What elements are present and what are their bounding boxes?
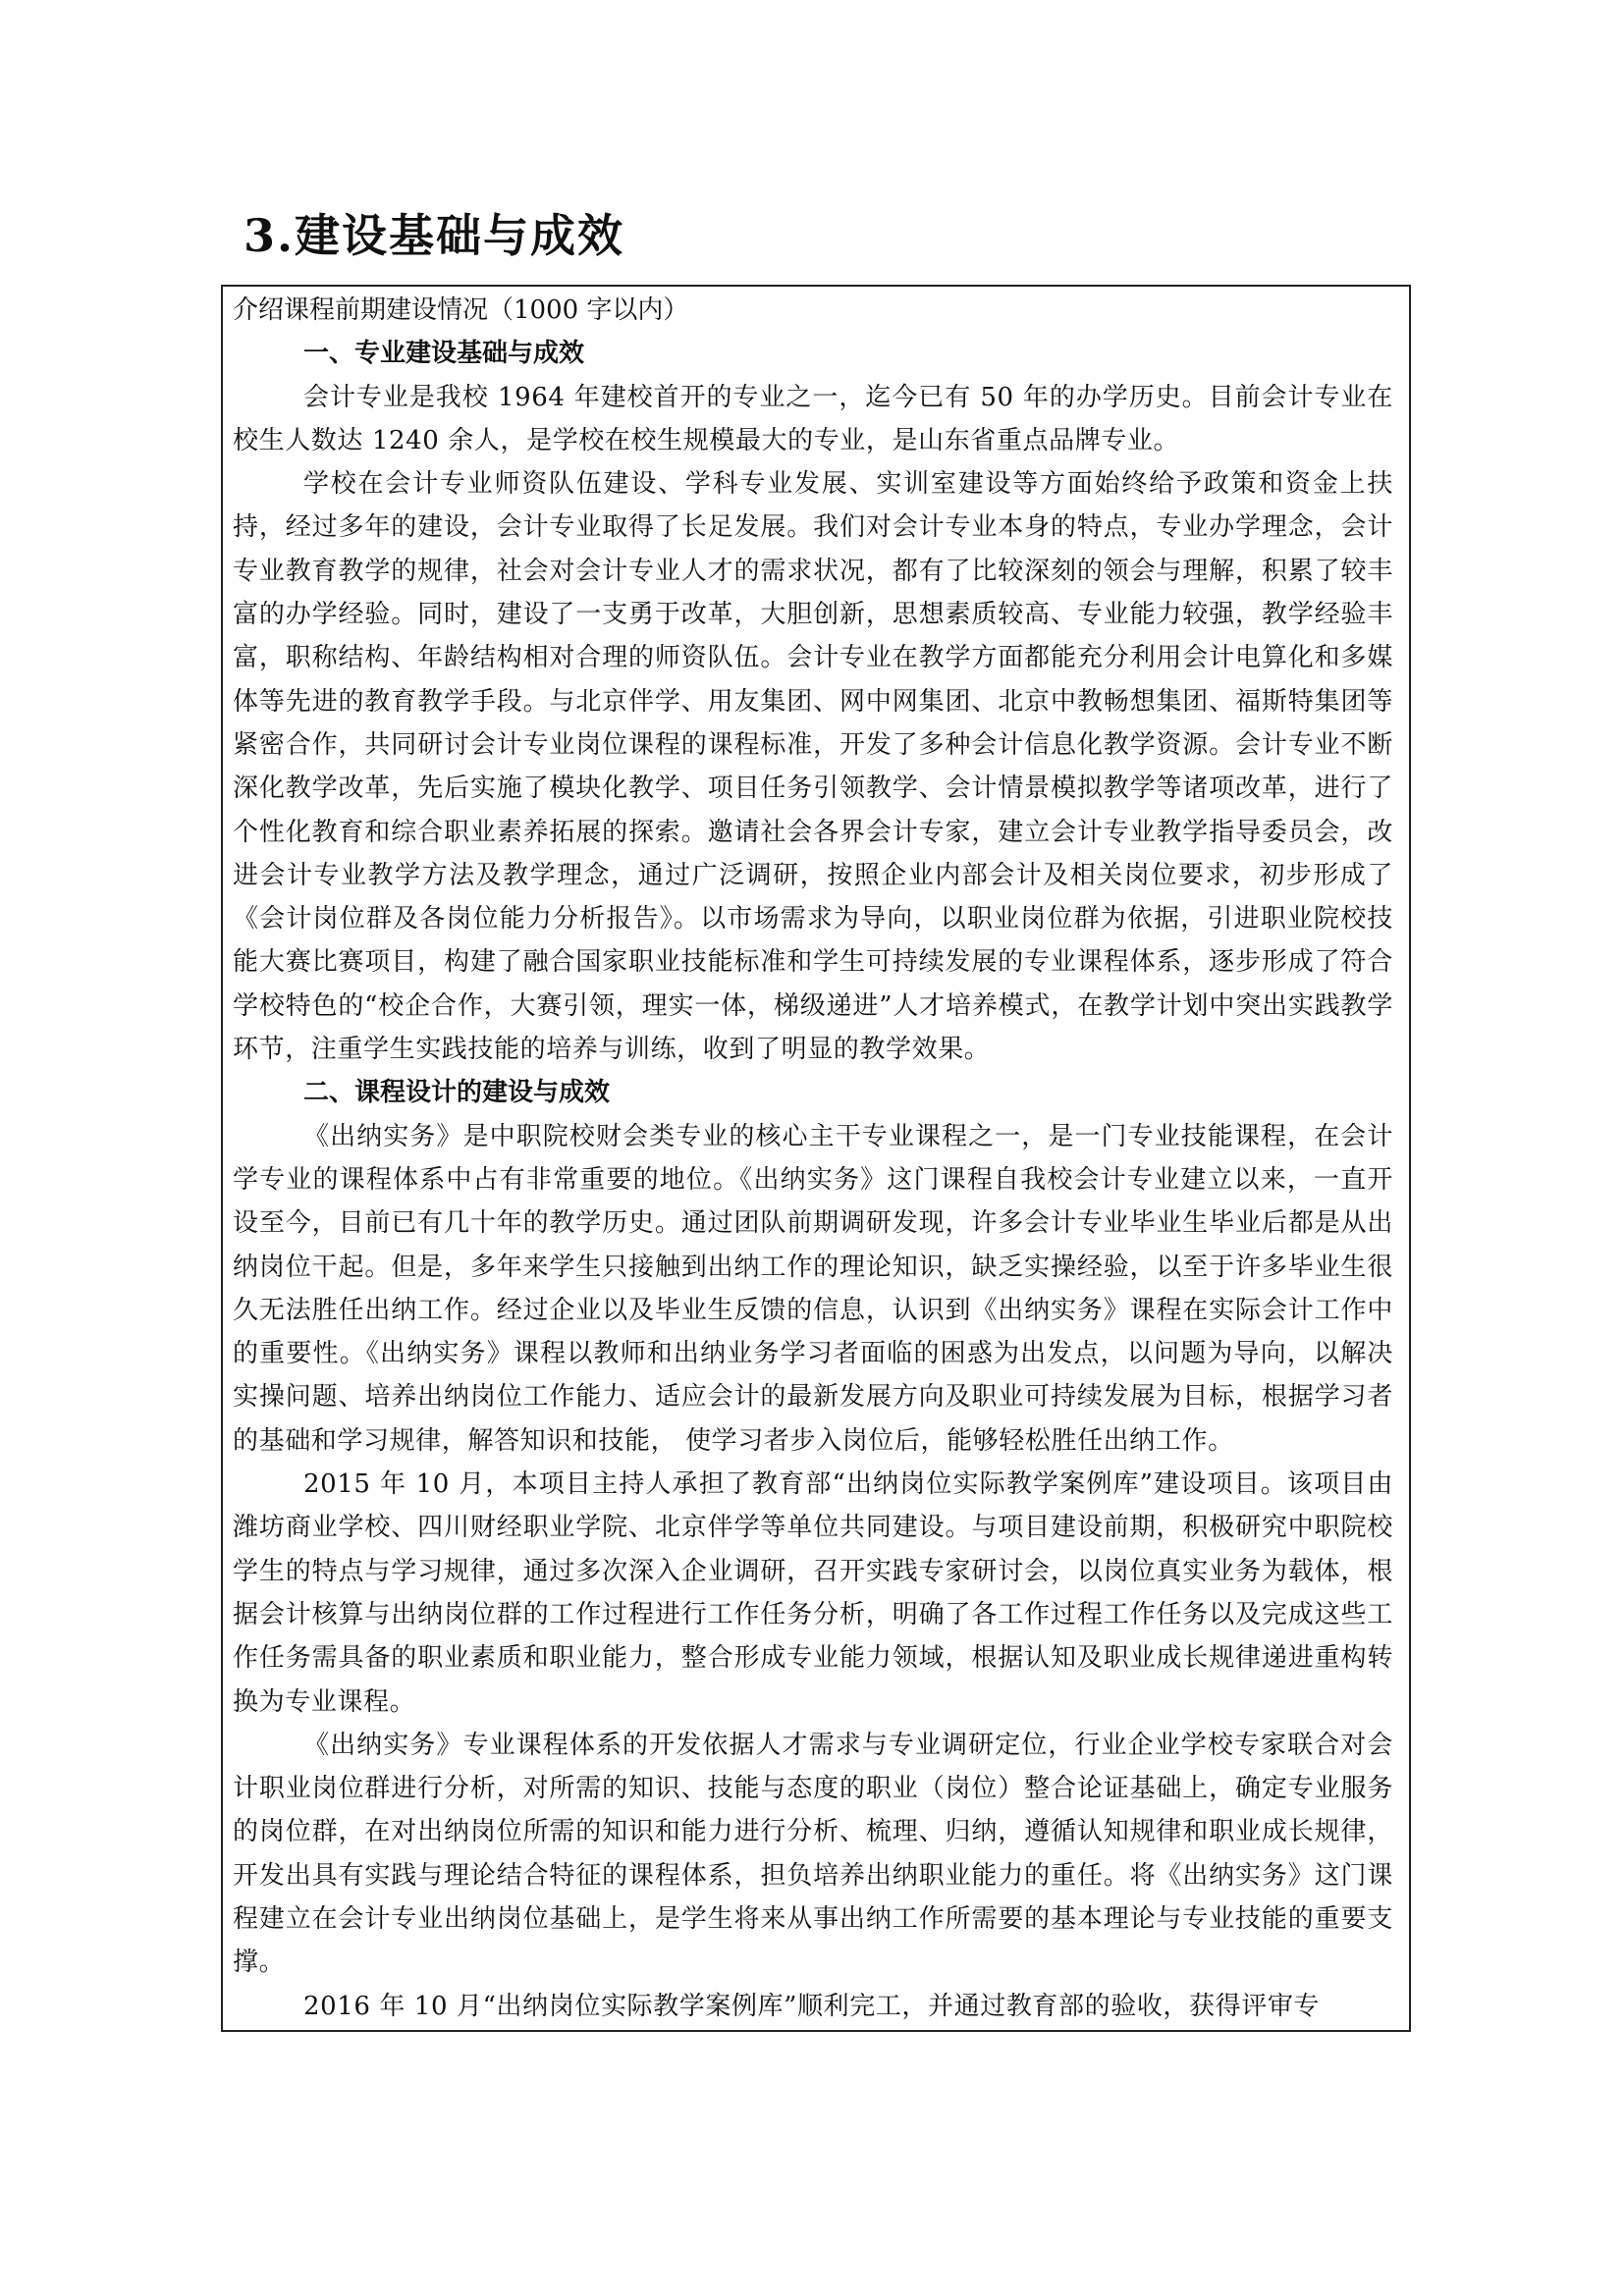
section-1-paragraph-2: 学校在会计专业师资队伍建设、学科专业发展、实训室建设等方面始终给予政策和资金上扶持，经过多年的建设，会计专业取得了长足发展。我们对会计专业本身的特点，专业办学理念，会计专业教育教学的规律，社会对会计专业人才的需求状况，都有了比较深刻的领会与理解，积累了较丰富的办学经验。同时，建设了一支勇于改革，大胆创新，思想素质较高、专业能力较强，教学经验丰富，职称结构、年龄结构相对合理的师资队伍。会计专业在教学方面都能充分利用会计电算化和多媒体等先进的教育教学手段。与北京伴学、用友集团、网中网集团、北京中教畅想集团、福斯特集团等紧密合作，共同研讨会计专业岗位课程的课程标准，开发了多种会计信息化教学资源。会计专业不断深化教学改革，先后实施了模块化教学、项目任务引领教学、会计情景模拟教学等诸项改革，进行了个性化教育和综合职业素养拓展的探索。邀请社会各界会计专家，建立会计专业教学指导委员会，改进会计专业教学方法及教学理念，通过广泛调研，按照企业内部会计及相关岗位要求，初步形成了《会计岗位群及各岗位能力分析报告》。以市场需求为导向，以职业岗位群为依据，引进职业院校技能大赛比赛项目，构建了融合国家职业技能标准和学生可持续发展的专业课程体系，逐步形成了符合学校特色的“校企合作，大赛引领，理实一体，梯级递进”人才培养模式，在教学计划中突出实践教学环节，注重学生实践技能的培养与训练，收到了明显的教学效果。 — [233, 469, 1393, 1065]
page-title: 3.建设基础与成效 — [244, 209, 625, 262]
section-1-paragraph-1: 会计专业是我校 1964 年建校首开的专业之一，迄今已有 50 年的办学历史。目前会计专业在校生人数达 1240 余人，是学校在校生规模最大的专业，是山东省重点品牌专业。 — [233, 382, 1393, 455]
section-heading-2: 二、课程设计的建设与成效 — [303, 1078, 611, 1108]
intro-text: 介绍课程前期建设情况（1000 字以内） — [233, 295, 689, 325]
content-box — [221, 285, 1411, 2032]
section-2-paragraph-3: 《出纳实务》专业课程体系的开发依据人才需求与专业调研定位，行业企业学校专家联合对会计职业岗位群进行分析，对所需的知识、技能与态度的职业（岗位）整合论证基础上，确定专业服务的岗位群，在对出纳岗位所需的知识和能力进行分析、梳理、归纳，遵循认知规律和职业成长规律，开发出具有实践与理论结合特征的课程体系，担负培养出纳职业能力的重任。将《出纳实务》这门课程建立在会计专业出纳岗位基础上，是学生将来从事出纳工作所需要的基本理论与专业技能的重要支撑。 — [233, 1730, 1393, 1978]
section-heading-1: 一、专业建设基础与成效 — [303, 339, 585, 369]
section-2-paragraph-4: 2016 年 10 月“出纳岗位实际教学案例库”顺利完工，并通过教育部的验收，获得评审专 — [303, 1991, 1321, 2021]
section-2-paragraph-1: 《出纳实务》是中职院校财会类专业的核心主干专业课程之一，是一门专业技能课程，在会计学专业的课程体系中占有非常重要的地位。《出纳实务》这门课程自我校会计专业建立以来，一直开设至今，目前已有几十年的教学历史。通过团队前期调研发现，许多会计专业毕业生毕业后都是从出纳岗位干起。但是，多年来学生只接触到出纳工作的理论知识，缺乏实操经验，以至于许多毕业生很久无法胜任出纳工作。经过企业以及毕业生反馈的信息，认识到《出纳实务》课程在实际会计工作中的重要性。《出纳实务》课程以教师和出纳业务学习者面临的困惑为出发点，以问题为导向，以解决实操问题、培养出纳岗位工作能力、适应会计的最新发展方向及职业可持续发展为目标，根据学习者的基础和学习规律，解答知识和技能， 使学习者步入岗位后，能够轻松胜任出纳工作。 — [233, 1121, 1393, 1456]
section-2-paragraph-2: 2015 年 10 月，本项目主持人承担了教育部“出纳岗位实际教学案例库”建设项目。该项目由潍坊商业学校、四川财经职业学院、北京伴学等单位共同建设。与项目建设前期，积极研究中职院校学生的特点与学习规律，通过多次深入企业调研，召开实践专家研讨会，以岗位真实业务为载体，根据会计核算与出纳岗位群的工作过程进行工作任务分析，明确了各工作过程工作任务以及完成这些工作任务需具备的职业素质和职业能力，整合形成专业能力领域，根据认知及职业成长规律递进重构转换为专业课程。 — [233, 1469, 1393, 1717]
